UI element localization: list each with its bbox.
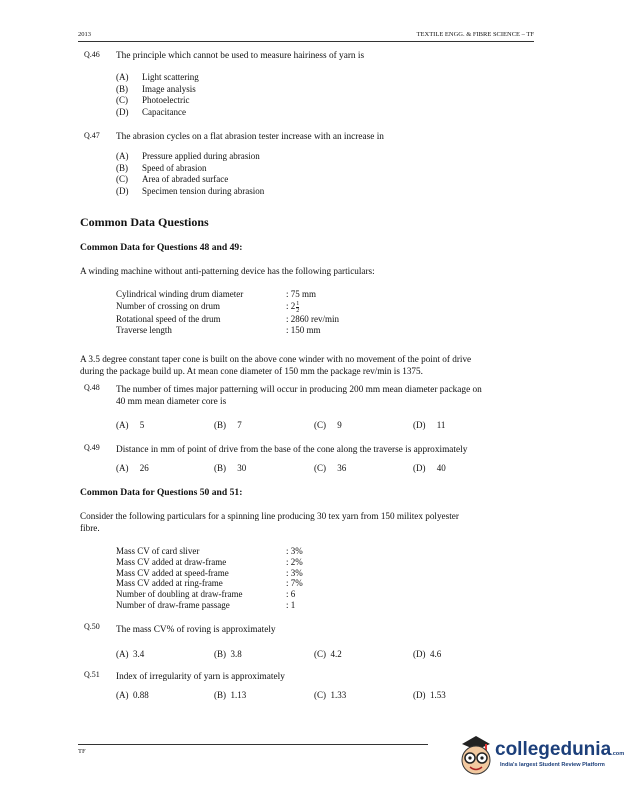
intro-text: A winding machine without anti-patterning device has the following particulars:: [80, 266, 375, 276]
option-item: (B) 1.13: [214, 690, 247, 700]
question-number: Q.46: [84, 50, 100, 59]
table-row: Number of draw-frame passage : 1: [116, 599, 296, 610]
particulars-table: [116, 546, 303, 611]
option-item: (A) 3.4: [116, 649, 145, 659]
option-item: (C) 1.33: [314, 690, 347, 700]
option-item: (A) 5: [116, 420, 145, 430]
subsection-heading: Common Data for Questions 48 and 49:: [80, 242, 243, 253]
section-heading: Common Data Questions: [80, 215, 209, 229]
options-list: [116, 151, 264, 197]
option-item: (A) 0.88: [116, 690, 149, 700]
option-item: (B) Speed of abrasion: [116, 162, 207, 173]
paragraph: A 3.5 degree constant taper cone is built on the above cone winder with no movement of the point of drive during the package build up. At mean cone diameter of 150 mm the package rev/min is 1375.: [80, 354, 472, 376]
header-subject: TEXTILE ENGG. & FIBRE SCIENCE – TF: [416, 31, 534, 38]
question-number: Q.48: [84, 383, 100, 392]
table-row: Traverse length : 150 mm: [116, 325, 321, 335]
option-item: (D) 11: [413, 420, 446, 430]
option-item: (A) Pressure applied during abrasion: [116, 151, 260, 161]
option-item: (B) 3.8: [214, 649, 242, 659]
brand-logo: collegedunia.com: [495, 739, 624, 760]
option-item: (A) 26: [116, 463, 149, 473]
question-text: Distance in mm of point of drive from the base of the cone along the traverse is approximately: [116, 445, 468, 455]
fraction: 1 2: [296, 300, 300, 314]
option-item: (D) 4.6: [413, 649, 442, 659]
question-number: Q.47: [84, 131, 100, 140]
table-row: Mass CV of card sliver : 3%: [116, 546, 303, 556]
option-item: (C) Area of abraded surface: [116, 174, 229, 184]
table-row: Number of doubling at draw-frame : 6: [116, 589, 296, 600]
option-item: (C) Photoelectric: [116, 95, 190, 105]
brand-tagline: India's largest Student Review Platform: [500, 762, 605, 768]
option-item: (D) Capacitance: [116, 106, 186, 117]
question-text: The mass CV% of roving is approximately: [116, 625, 276, 635]
question-number: Q.49: [84, 443, 100, 452]
header-year: 2013: [78, 31, 91, 38]
option-item: (D) 40: [413, 463, 446, 473]
table-row: Cylindrical winding drum diameter : 75 mm: [116, 289, 317, 299]
option-item: (B) 7: [214, 420, 242, 430]
question-text: The abrasion cycles on a flat abrasion tester increase with an increase in: [116, 132, 384, 142]
question-text: The number of times major patterning will occur in producing 200 mm mean diameter package on 40 mm mean diameter core is: [116, 385, 482, 407]
table-row: Rotational speed of the drum : 2860 rev/min: [116, 313, 339, 324]
question-text: Index of irregularity of yarn is approximately: [116, 672, 285, 682]
option-item: (C) 36: [314, 463, 347, 473]
option-item: (B) 30: [214, 463, 247, 473]
option-item: (D) Specimen tension during abrasion: [116, 185, 265, 196]
option-item: (B) Image analysis: [116, 83, 196, 94]
option-item: (C) 9: [314, 420, 342, 430]
question-number: Q.51: [84, 670, 100, 679]
subsection-heading: Common Data for Questions 50 and 51:: [80, 487, 243, 498]
question-text: The principle which cannot be used to measure hairiness of yarn is: [116, 51, 365, 61]
mascot-icon: [452, 732, 500, 780]
table-row: Mass CV added at speed-frame : 3%: [116, 567, 303, 578]
table-row: Mass CV added at ring-frame : 7%: [116, 578, 303, 589]
footer-rule: [78, 744, 428, 745]
particulars-table: [116, 289, 339, 337]
intro-text: Consider the following particulars for a spinning line producing 30 tex yarn from 150 militex polyester fibre.: [80, 511, 459, 533]
option-item: (C) 4.2: [314, 649, 342, 659]
option-item: (A) Light scattering: [116, 72, 199, 82]
option-item: (D) 1.53: [413, 690, 446, 700]
question-number: Q.50: [84, 622, 100, 631]
header-rule: [78, 41, 534, 42]
footer-code: TF: [78, 748, 86, 755]
table-row: Number of crossing on drum : 2 1 2: [116, 300, 300, 314]
options-list: [116, 72, 199, 118]
table-row: Mass CV added at draw-frame : 2%: [116, 556, 303, 567]
